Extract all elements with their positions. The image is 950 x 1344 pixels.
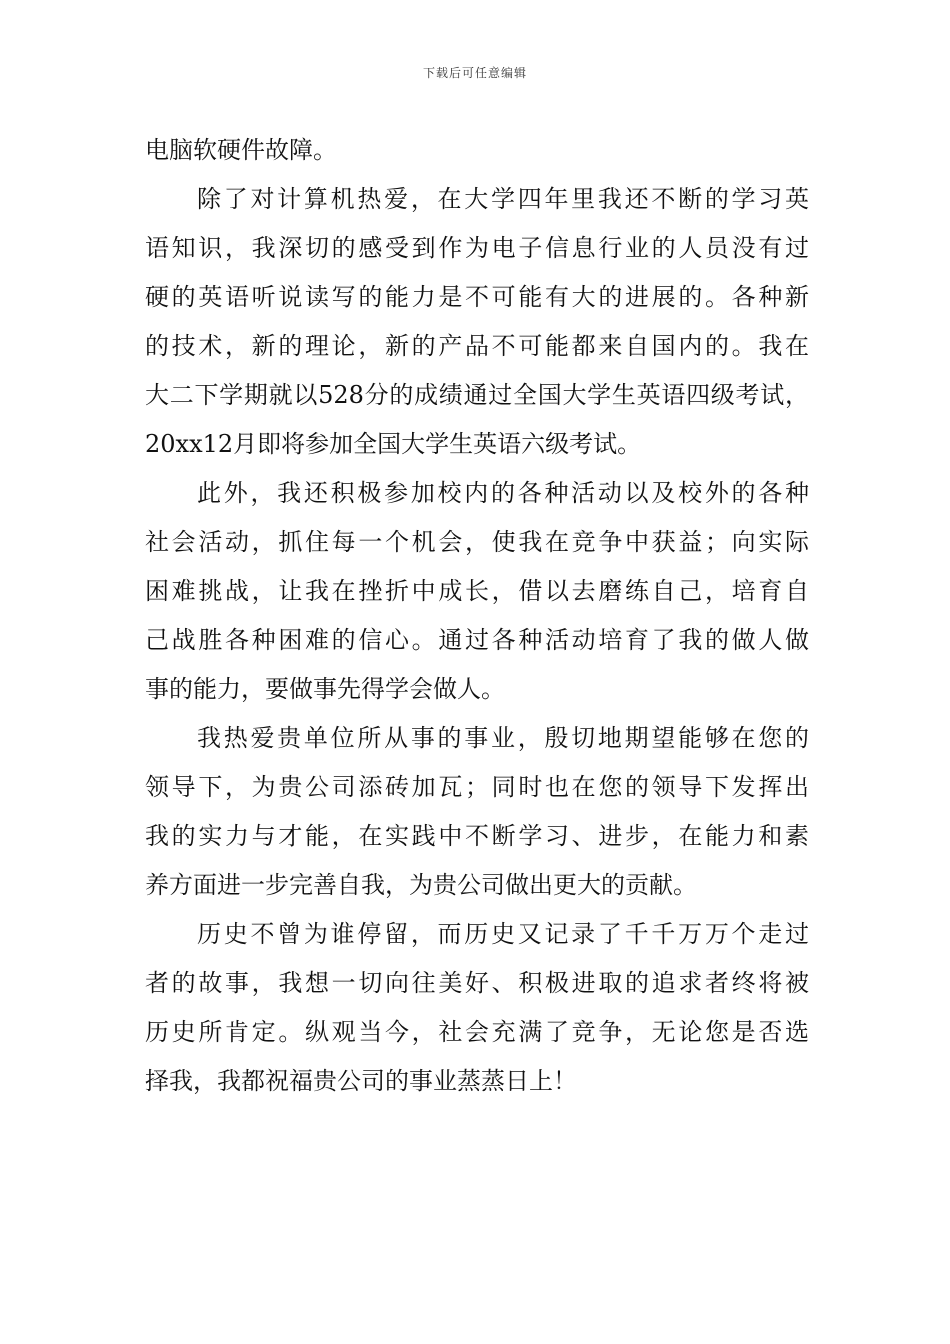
text-line: 社会活动，抓住每一个机会，使我在竞争中获益；向实际 xyxy=(145,528,809,556)
text-line: 大二下学期就以528分的成绩通过全国大学生英语四级考试， xyxy=(145,381,809,409)
text-line: 者的故事，我想一切向往美好、积极进取的追求者终将被 xyxy=(145,969,809,997)
text-line: 硬的英语听说读写的能力是不可能有大的进展的。各种新 xyxy=(145,283,809,311)
text-line: 养方面进一步完善自我，为贵公司做出更大的贡献。 xyxy=(145,871,697,899)
text-line: 我的实力与才能，在实践中不断学习、进步，在能力和素 xyxy=(145,822,809,850)
text-line: 领导下，为贵公司添砖加瓦；同时也在您的领导下发挥出 xyxy=(145,773,809,801)
document-body xyxy=(145,126,809,1106)
paragraph-first-line: 此外，我还积极参加校内的各种活动以及校外的各种 xyxy=(197,479,809,507)
paragraph-first-line: 历史不曾为谁停留，而历史又记录了千千万万个走过 xyxy=(197,920,809,948)
text-line: 困难挑战，让我在挫折中成长，借以去磨练自己，培育自 xyxy=(145,577,809,605)
text-line: 语知识，我深切的感受到作为电子信息行业的人员没有过 xyxy=(145,234,809,262)
text-line: 事的能力，要做事先得学会做人。 xyxy=(145,675,505,703)
text-line: 历史所肯定。纵观当今，社会充满了竞争，无论您是否选 xyxy=(145,1018,809,1046)
text-line: 己战胜各种困难的信心。通过各种活动培育了我的做人做 xyxy=(145,626,809,654)
text-line: 择我，我都祝福贵公司的事业蒸蒸日上！ xyxy=(145,1067,577,1095)
text-line: 20xx12月即将参加全国大学生英语六级考试。 xyxy=(145,430,642,458)
text-line: 电脑软硬件故障。 xyxy=(145,136,337,164)
text-line: 的技术，新的理论，新的产品不可能都来自国内的。我在 xyxy=(145,332,809,360)
paragraph-first-line: 除了对计算机热爱，在大学四年里我还不断的学习英 xyxy=(197,185,809,213)
paragraph-first-line: 我热爱贵单位所从事的事业，殷切地期望能够在您的 xyxy=(197,724,809,752)
page-header-note: 下载后可任意编辑 xyxy=(422,66,527,80)
